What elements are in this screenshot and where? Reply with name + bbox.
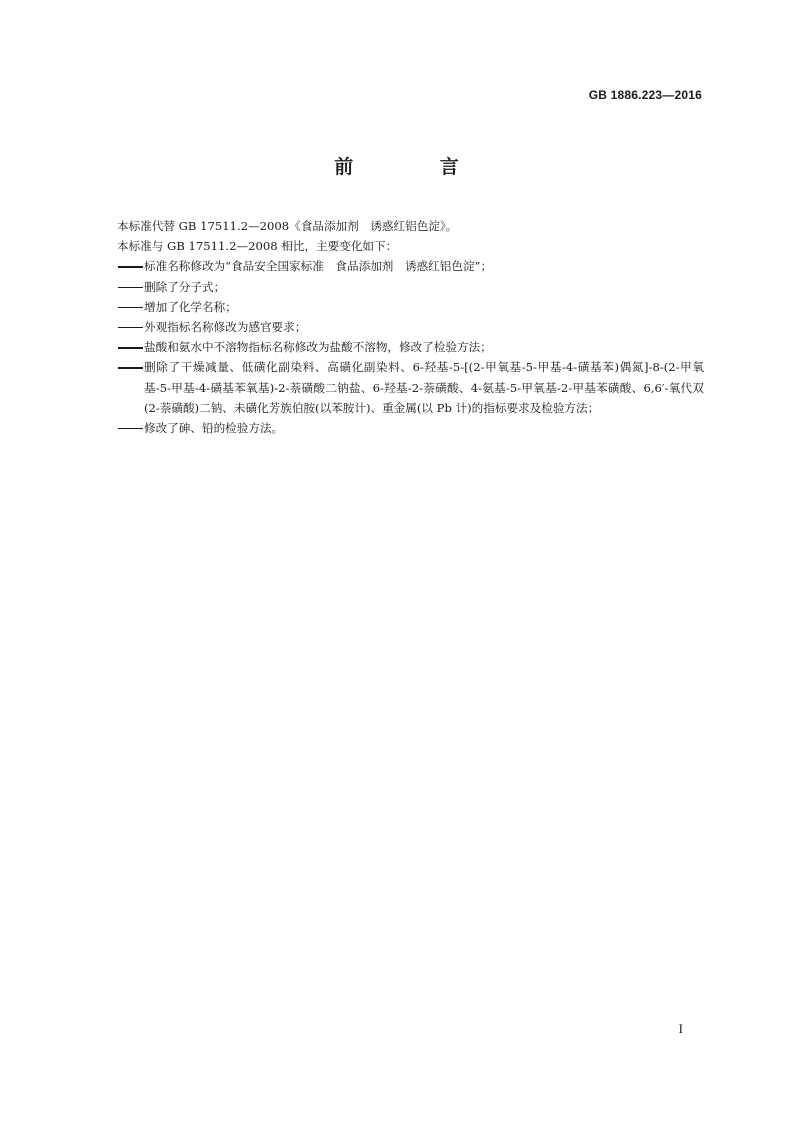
dash-marker: [117, 256, 144, 276]
list-item: [117, 317, 704, 337]
list-item-text: 修改了砷、铅的检验方法。: [144, 421, 284, 436]
list-item-text: 删除了分子式；: [144, 279, 226, 294]
foreword-body: [117, 216, 704, 438]
page-number: I: [678, 1021, 683, 1036]
list-item: [117, 357, 704, 418]
list-item-text: 删除了干燥减量、低磺化副染料、高磺化副染料、6-羟基-5-[(2-甲氧基-5-甲基-4-磺基苯)偶氮]-8-(2-甲氧基-5-甲基-4-磺基苯氧基)-2-萘磺酸二钠盐、6-羟基-2-萘磺酸、4-氨基-5-甲氧基-2-甲基苯磺酸、6,6′-氧代双(2-萘磺酸)二钠、未磺化芳族伯胺(以苯胺计)、重金属(以 Pb 计)的指标要求及检验方法；: [144, 360, 704, 415]
dash-marker: [117, 297, 144, 317]
list-item: [117, 418, 704, 438]
dash-marker: [117, 277, 144, 297]
page-title: 前 言: [334, 156, 499, 178]
changes-intro: 本标准与 GB 17511.2—2008 相比，主要变化如下：: [117, 239, 398, 254]
dash-marker: [117, 418, 144, 438]
list-item: [117, 337, 704, 357]
dash-marker: [117, 317, 144, 337]
list-item-text: 外观指标名称修改为感官要求；: [144, 320, 307, 335]
replacement-statement: 本标准代替 GB 17511.2—2008《食品添加剂 诱惑红铝色淀》。: [117, 219, 458, 233]
standard-code: GB 1886.223—2016: [588, 88, 702, 102]
list-item-text: 盐酸和氨水中不溶物指标名称修改为盐酸不溶物，修改了检验方法；: [144, 340, 492, 355]
dash-marker: [117, 357, 144, 377]
list-item: [117, 256, 704, 276]
list-item: [117, 297, 704, 317]
list-item: [117, 277, 704, 297]
dash-marker: [117, 337, 144, 357]
list-item-text: 标准名称修改为“食品安全国家标准 食品添加剂 诱惑红铝色淀”；: [144, 259, 493, 274]
list-item-text: 增加了化学名称；: [144, 299, 237, 314]
